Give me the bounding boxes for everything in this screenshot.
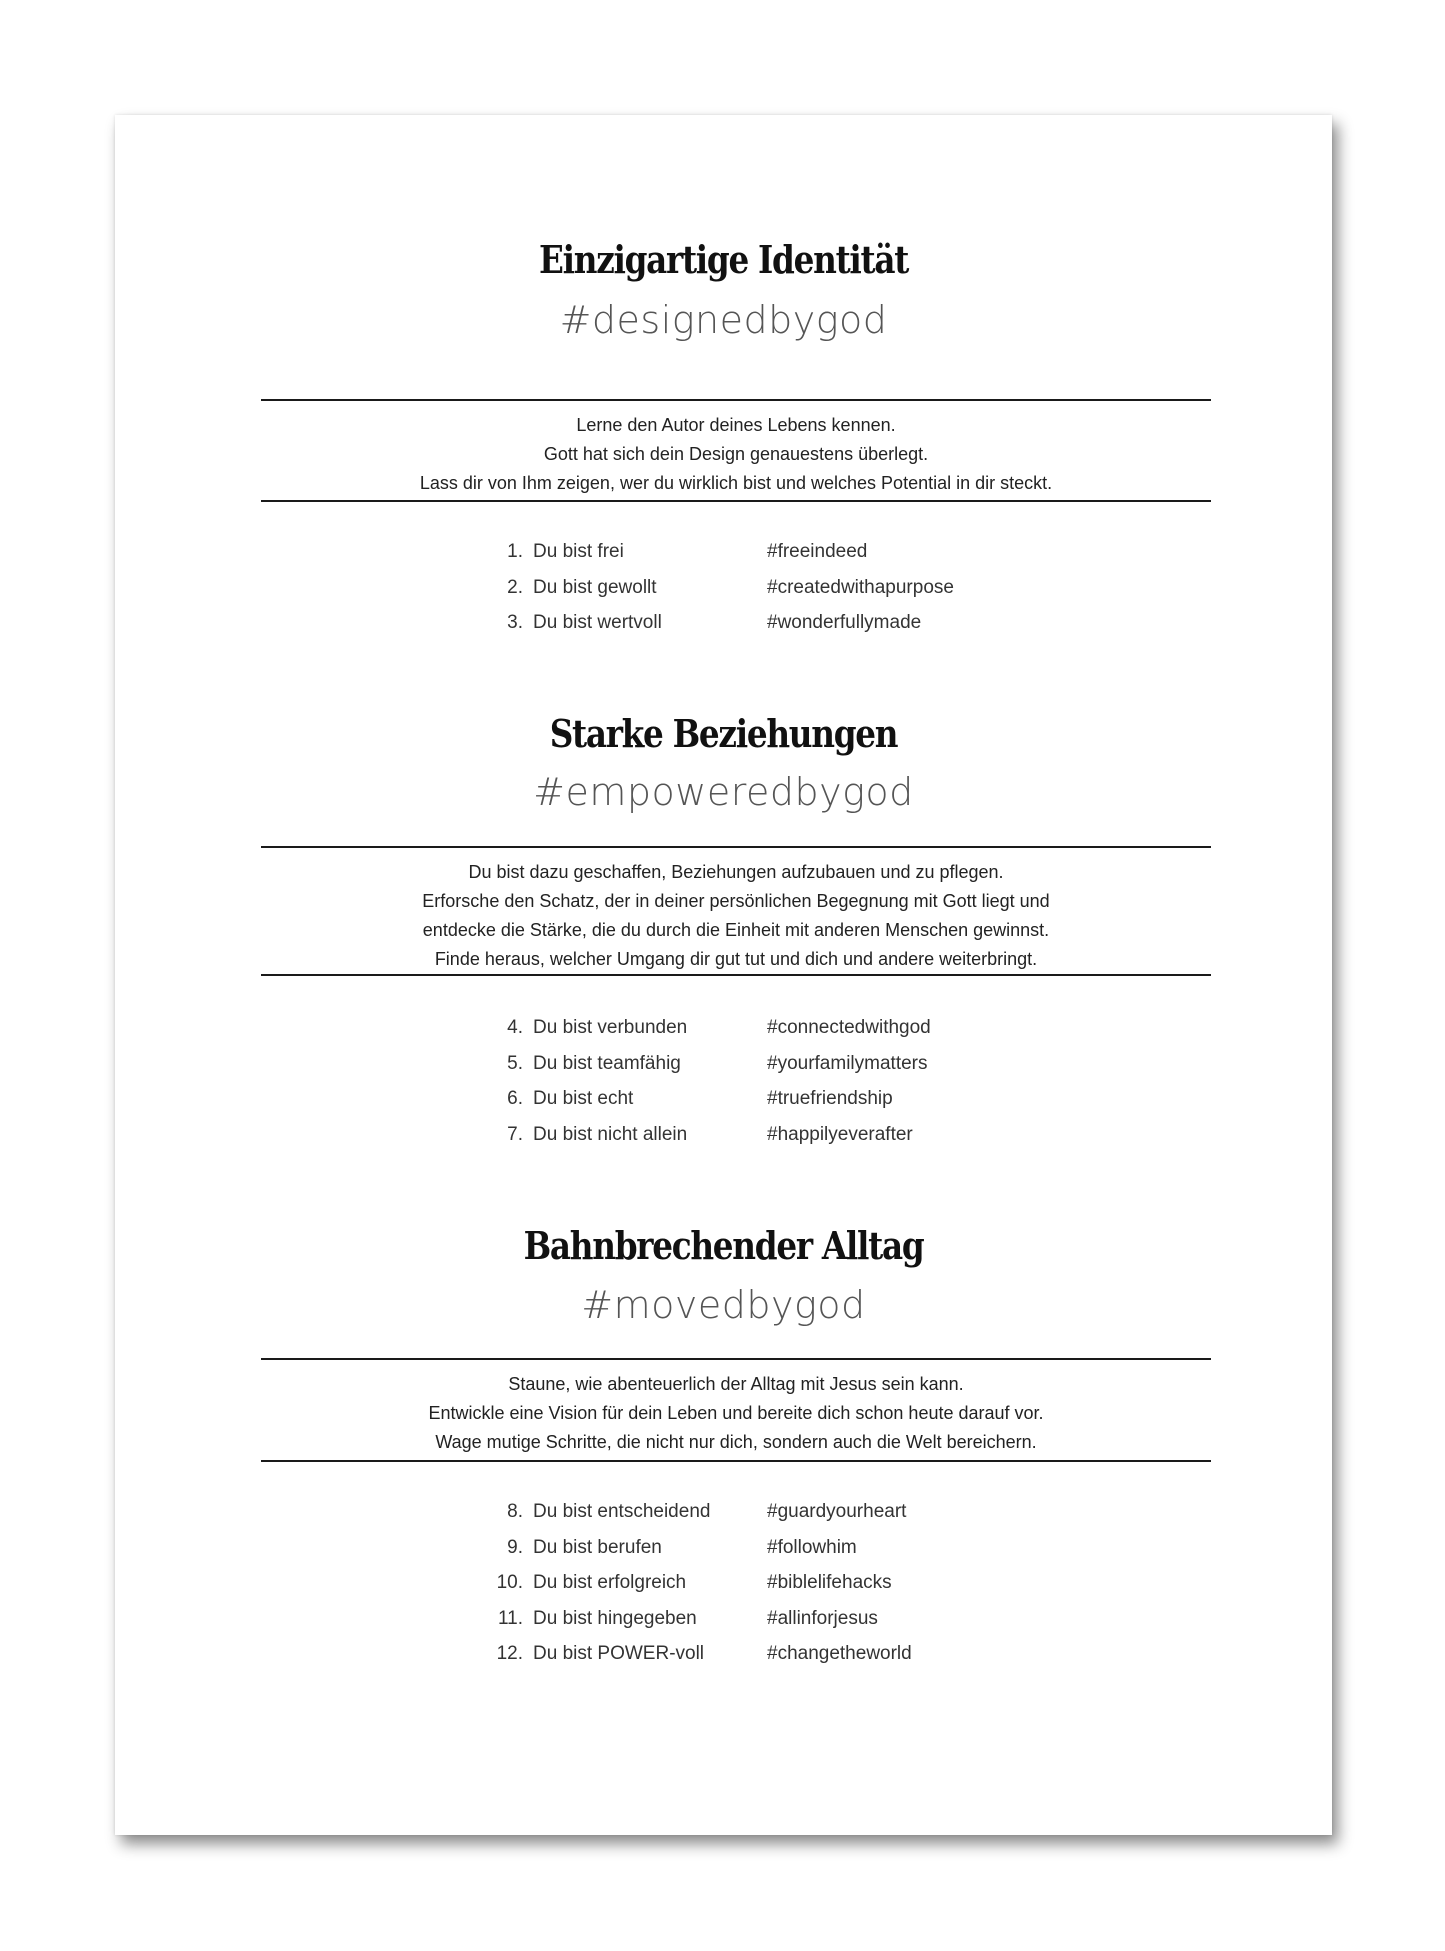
section-title: Einzigartige Identität: [538, 237, 909, 282]
description-line: Entwickle eine Vision für dein Leben und bereite dich schon heute darauf vor.: [428, 1403, 1044, 1423]
item-hashtag: #happilyeverafter: [767, 1123, 913, 1145]
item-hashtag: #followhim: [767, 1536, 857, 1558]
item-number: 1.: [507, 541, 523, 562]
item-hashtag: #createdwithapurpose: [767, 576, 954, 598]
item-number: 3.: [507, 612, 523, 633]
item-number: 6.: [507, 1088, 523, 1109]
item-number: 12.: [496, 1643, 523, 1664]
item-label: Du bist frei: [533, 541, 624, 562]
item-label: Du bist hingegeben: [533, 1607, 697, 1629]
item-number: 10.: [496, 1572, 523, 1593]
item-label: Du bist POWER-voll: [533, 1643, 705, 1664]
description-line: Wage mutige Schritte, die nicht nur dich, sondern auch die Welt bereichern.: [435, 1432, 1037, 1452]
item-number: 9.: [507, 1536, 523, 1558]
item-label: Du bist echt: [533, 1088, 634, 1109]
item-number: 8.: [507, 1501, 523, 1522]
section-title: Starke Beziehungen: [549, 711, 898, 756]
item-hashtag: #biblelifehacks: [767, 1572, 892, 1593]
item-label: Du bist nicht allein: [533, 1123, 688, 1145]
item-label: Du bist wertvoll: [533, 612, 662, 633]
section-description: [261, 399, 1211, 502]
description-line: Finde heraus, welcher Umgang dir gut tut und dich und andere weiterbringt.: [434, 949, 1038, 969]
item-hashtag: #connectedwithgod: [767, 1017, 931, 1038]
description-line: Gott hat sich dein Design genauestens überlegt.: [543, 444, 929, 464]
item-label: Du bist gewollt: [533, 576, 657, 598]
description-line: Du bist dazu geschaffen, Beziehungen aufzubauen und zu pflegen.: [468, 862, 1004, 882]
item-hashtag: #truefriendship: [767, 1088, 893, 1109]
item-label: Du bist verbunden: [533, 1017, 688, 1038]
item-hashtag: #yourfamilymatters: [767, 1052, 928, 1074]
item-number: 5.: [507, 1052, 523, 1074]
item-hashtag: #changetheworld: [767, 1643, 912, 1664]
section-hashtag: #empoweredbygod: [533, 770, 914, 814]
item-label: Du bist entscheidend: [533, 1501, 711, 1522]
item-number: 2.: [507, 576, 523, 598]
description-line: Lass dir von Ihm zeigen, wer du wirklich bist und welches Potential in dir steckt.: [419, 473, 1053, 493]
item-number: 11.: [497, 1607, 523, 1629]
item-hashtag: #freeindeed: [767, 541, 868, 562]
section-title: Bahnbrechender Alltag: [523, 1223, 924, 1268]
description-line: Erforsche den Schatz, der in deiner persönlichen Begegnung mit Gott liegt und: [422, 891, 1050, 911]
item-label: Du bist berufen: [533, 1536, 662, 1558]
item-label: Du bist erfolgreich: [533, 1572, 687, 1593]
section-description: [261, 1358, 1211, 1462]
description-line: Lerne den Autor deines Lebens kennen.: [576, 415, 896, 435]
item-hashtag: #wonderfullymade: [767, 612, 922, 633]
item-label: Du bist teamfähig: [533, 1052, 681, 1074]
section-hashtag: #movedbygod: [581, 1283, 866, 1327]
section-description: [261, 846, 1211, 976]
item-number: 7.: [507, 1123, 523, 1145]
item-number: 4.: [507, 1017, 523, 1038]
document-page: [115, 115, 1332, 1835]
description-line: entdecke die Stärke, die du durch die Einheit mit anderen Menschen gewinnst.: [422, 920, 1050, 940]
section-hashtag: #designedbygod: [559, 298, 888, 342]
item-hashtag: #guardyourheart: [767, 1501, 907, 1522]
item-hashtag: #allinforjesus: [767, 1607, 878, 1629]
description-line: Staune, wie abenteuerlich der Alltag mit Jesus sein kann.: [508, 1374, 964, 1394]
